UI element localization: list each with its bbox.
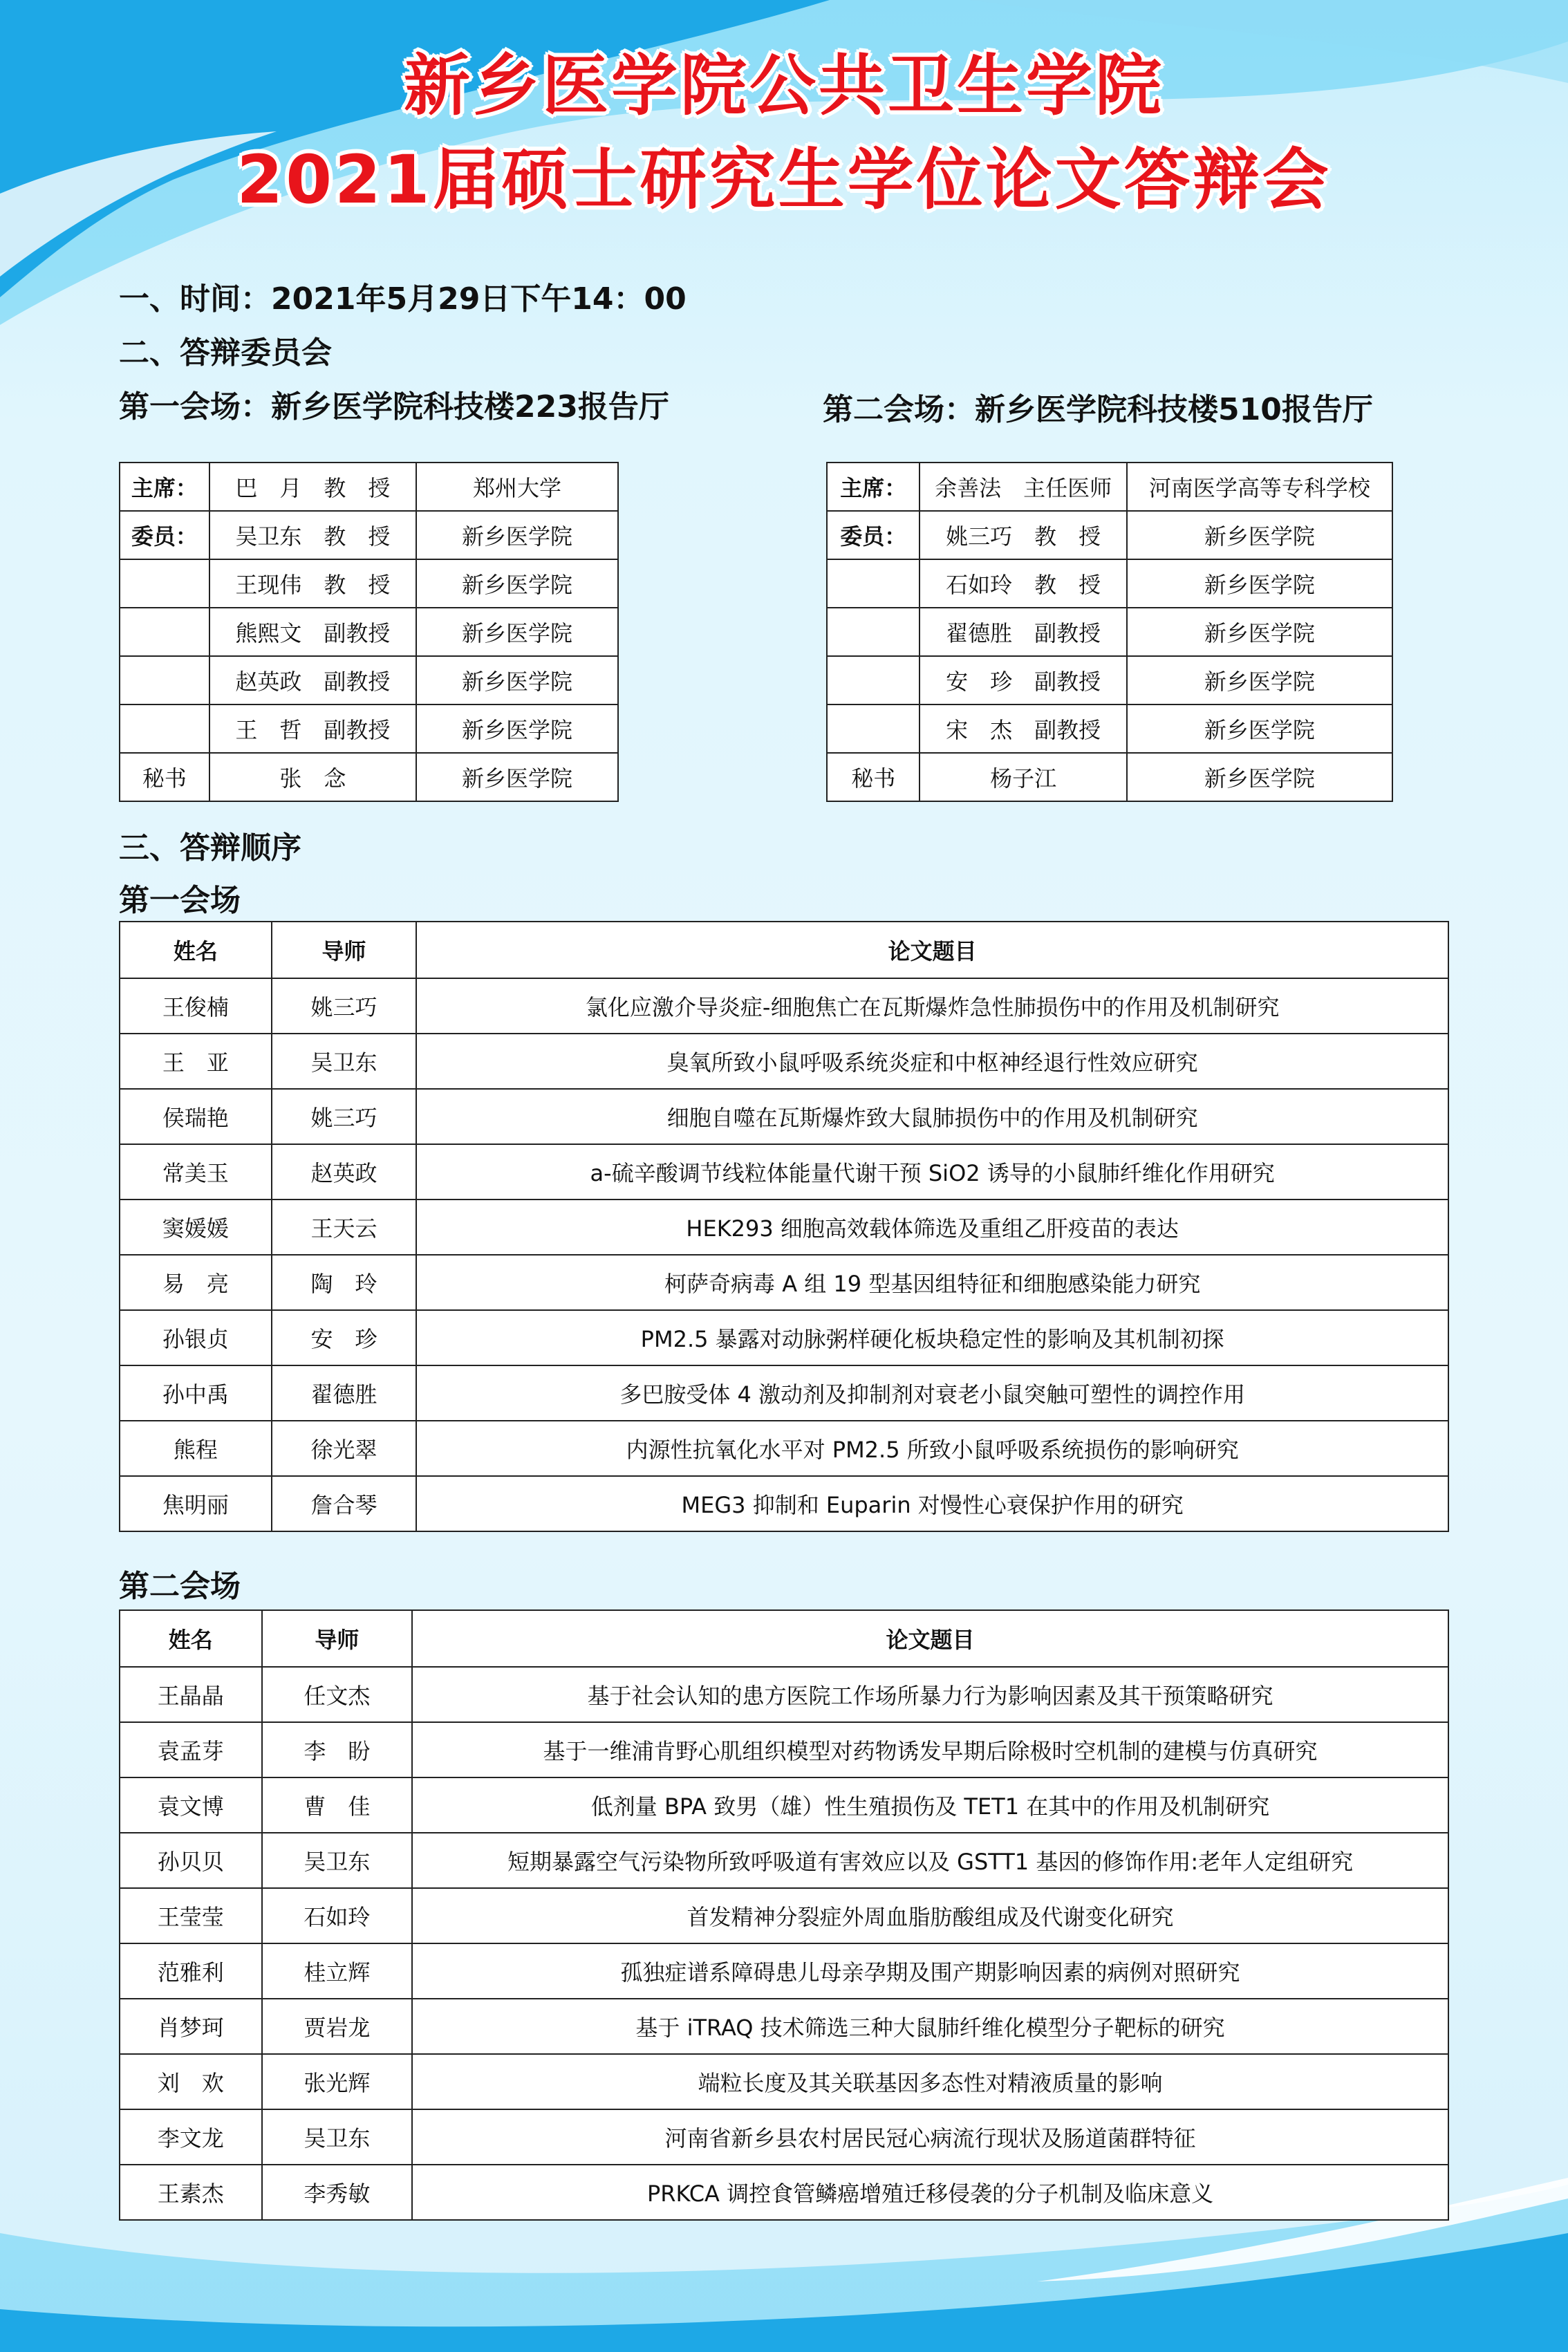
table-row — [120, 1722, 1448, 1777]
topic-cell: 端粒长度及其关联基因多态性对精液质量的影响 — [412, 2054, 1448, 2109]
affiliation-cell: 新乡医学院 — [416, 656, 618, 704]
student-cell: 孙贝贝 — [120, 1833, 262, 1888]
table-row — [120, 753, 618, 801]
mentor-cell: 赵英政 — [272, 1144, 417, 1200]
role-cell — [120, 704, 209, 753]
role-cell — [120, 559, 209, 608]
mentor-cell: 安 珍 — [272, 1310, 417, 1365]
table-row — [120, 1476, 1448, 1531]
member-cell: 杨子江 — [920, 753, 1126, 801]
topic-cell: 河南省新乡县农村居民冠心病流行现状及肠道菌群特征 — [412, 2109, 1448, 2165]
table-row — [120, 1999, 1448, 2054]
table-row — [120, 1034, 1448, 1089]
topic-cell: 柯萨奇病毒 A 组 19 型基因组特征和细胞感染能力研究 — [416, 1255, 1448, 1310]
table-row — [120, 1421, 1448, 1476]
student-cell: 熊程 — [120, 1421, 272, 1476]
topic-cell: 孤独症谱系障碍患儿母亲孕期及围产期影响因素的病例对照研究 — [412, 1943, 1448, 1999]
table-header-row — [120, 922, 1448, 978]
session-1-table — [119, 921, 1449, 1532]
header-mentor: 导师 — [262, 1610, 413, 1667]
topic-cell: 短期暴露空气污染物所致呼吸道有害效应以及 GSTT1 基因的修饰作用:老年人定组研究 — [412, 1833, 1448, 1888]
table-row — [827, 608, 1392, 656]
affiliation-cell: 新乡医学院 — [1127, 656, 1392, 704]
mentor-cell: 王天云 — [272, 1200, 417, 1255]
student-cell: 孙银贞 — [120, 1310, 272, 1365]
section-order: 三、答辩顺序 — [119, 830, 301, 866]
student-cell: 袁孟芽 — [120, 1722, 262, 1777]
table-row — [120, 1833, 1448, 1888]
mentor-cell: 翟德胜 — [272, 1365, 417, 1421]
mentor-cell: 徐光翠 — [272, 1421, 417, 1476]
topic-cell: MEG3 抑制和 Euparin 对慢性心衰保护作用的研究 — [416, 1476, 1448, 1531]
student-cell: 范雅利 — [120, 1943, 262, 1999]
session-2-table — [119, 1609, 1449, 2221]
student-cell: 刘 欢 — [120, 2054, 262, 2109]
affiliation-cell: 新乡医学院 — [416, 511, 618, 559]
student-cell: 侯瑞艳 — [120, 1089, 272, 1144]
student-cell: 王莹莹 — [120, 1888, 262, 1943]
mentor-cell: 李秀敏 — [262, 2165, 413, 2220]
mentor-cell: 姚三巧 — [272, 978, 417, 1034]
table-row — [120, 1888, 1448, 1943]
affiliation-cell: 河南医学高等专科学校 — [1127, 463, 1392, 511]
member-cell: 翟德胜 副教授 — [920, 608, 1126, 656]
affiliation-cell: 新乡医学院 — [416, 753, 618, 801]
topic-cell: 多巴胺受体 4 激动剂及抑制剂对衰老小鼠突触可塑性的调控作用 — [416, 1365, 1448, 1421]
member-cell: 张 念 — [209, 753, 416, 801]
affiliation-cell: 郑州大学 — [416, 463, 618, 511]
table-row — [827, 559, 1392, 608]
topic-cell: PRKCA 调控食管鳞癌增殖迁移侵袭的分子机制及临床意义 — [412, 2165, 1448, 2220]
topic-cell: 低剂量 BPA 致男（雄）性生殖损伤及 TET1 在其中的作用及机制研究 — [412, 1777, 1448, 1833]
role-cell — [120, 608, 209, 656]
table-row — [120, 559, 618, 608]
table-row — [827, 463, 1392, 511]
table-row — [120, 1144, 1448, 1200]
section-time: 一、时间：2021年5月29日下午14：00 — [119, 281, 687, 317]
member-cell: 熊熙文 副教授 — [209, 608, 416, 656]
section-committee: 二、答辩委员会 — [119, 335, 332, 371]
member-cell: 余善法 主任医师 — [920, 463, 1126, 511]
student-cell: 焦明丽 — [120, 1476, 272, 1531]
student-cell: 易 亮 — [120, 1255, 272, 1310]
topic-cell: HEK293 细胞高效载体筛选及重组乙肝疫苗的表达 — [416, 1200, 1448, 1255]
topic-cell: 首发精神分裂症外周血脂肪酸组成及代谢变化研究 — [412, 1888, 1448, 1943]
table-row — [120, 1943, 1448, 1999]
role-cell — [827, 704, 920, 753]
table-row — [120, 463, 618, 511]
member-cell: 姚三巧 教 授 — [920, 511, 1126, 559]
table-row — [120, 608, 618, 656]
table-row — [120, 1667, 1448, 1722]
mentor-cell: 石如玲 — [262, 1888, 413, 1943]
header-mentor: 导师 — [272, 922, 417, 978]
header-topic: 论文题目 — [416, 922, 1448, 978]
header-topic: 论文题目 — [412, 1610, 1448, 1667]
affiliation-cell: 新乡医学院 — [1127, 608, 1392, 656]
table-row — [120, 1255, 1448, 1310]
member-cell: 赵英政 副教授 — [209, 656, 416, 704]
role-cell: 秘书 — [827, 753, 920, 801]
venue-1: 第一会场：新乡医学院科技楼223报告厅 — [119, 389, 669, 424]
header-name: 姓名 — [120, 922, 272, 978]
affiliation-cell: 新乡医学院 — [1127, 559, 1392, 608]
student-cell: 王素杰 — [120, 2165, 262, 2220]
table-row — [120, 978, 1448, 1034]
mentor-cell: 吴卫东 — [272, 1034, 417, 1089]
student-cell: 袁文博 — [120, 1777, 262, 1833]
mentor-cell: 任文杰 — [262, 1667, 413, 1722]
table-row — [120, 704, 618, 753]
mentor-cell: 吴卫东 — [262, 1833, 413, 1888]
table-header-row — [120, 1610, 1448, 1667]
student-cell: 窦媛媛 — [120, 1200, 272, 1255]
mentor-cell: 贾岩龙 — [262, 1999, 413, 2054]
member-cell: 巴 月 教 授 — [209, 463, 416, 511]
role-cell — [827, 559, 920, 608]
student-cell: 孙中禹 — [120, 1365, 272, 1421]
mentor-cell: 陶 玲 — [272, 1255, 417, 1310]
topic-cell: 臭氧所致小鼠呼吸系统炎症和中枢神经退行性效应研究 — [416, 1034, 1448, 1089]
table-row — [120, 1200, 1448, 1255]
mentor-cell: 李 盼 — [262, 1722, 413, 1777]
table-row — [120, 2109, 1448, 2165]
table-row — [827, 704, 1392, 753]
role-cell: 委员： — [120, 511, 209, 559]
table-row — [120, 1089, 1448, 1144]
topic-cell: PM2.5 暴露对动脉粥样硬化板块稳定性的影响及其机制初探 — [416, 1310, 1448, 1365]
role-cell: 委员： — [827, 511, 920, 559]
topic-cell: 内源性抗氧化水平对 PM2.5 所致小鼠呼吸系统损伤的影响研究 — [416, 1421, 1448, 1476]
student-cell: 李文龙 — [120, 2109, 262, 2165]
table-row — [827, 753, 1392, 801]
table-row — [120, 2165, 1448, 2220]
mentor-cell: 张光辉 — [262, 2054, 413, 2109]
role-cell — [827, 608, 920, 656]
table-row — [827, 511, 1392, 559]
committee-table-2 — [826, 462, 1393, 802]
role-cell — [120, 656, 209, 704]
table-row — [120, 1310, 1448, 1365]
student-cell: 肖梦珂 — [120, 1999, 262, 2054]
topic-cell: a-硫辛酸调节线粒体能量代谢干预 SiO2 诱导的小鼠肺纤维化作用研究 — [416, 1144, 1448, 1200]
header-name: 姓名 — [120, 1610, 262, 1667]
session-2-label: 第二会场 — [119, 1569, 241, 1604]
venue-2: 第二会场：新乡医学院科技楼510报告厅 — [823, 392, 1373, 427]
role-cell: 秘书 — [120, 753, 209, 801]
mentor-cell: 桂立辉 — [262, 1943, 413, 1999]
student-cell: 常美玉 — [120, 1144, 272, 1200]
table-row — [120, 511, 618, 559]
affiliation-cell: 新乡医学院 — [1127, 704, 1392, 753]
committee-table-1 — [119, 462, 619, 802]
topic-cell: 基于 iTRAQ 技术筛选三种大鼠肺纤维化模型分子靶标的研究 — [412, 1999, 1448, 2054]
poster-title-line2: 2021届硕士研究生学位论文答辩会 — [236, 141, 1332, 218]
affiliation-cell: 新乡医学院 — [1127, 753, 1392, 801]
table-row — [827, 656, 1392, 704]
student-cell: 王俊楠 — [120, 978, 272, 1034]
mentor-cell: 詹合琴 — [272, 1476, 417, 1531]
table-row — [120, 1365, 1448, 1421]
member-cell: 王 哲 副教授 — [209, 704, 416, 753]
member-cell: 吴卫东 教 授 — [209, 511, 416, 559]
affiliation-cell: 新乡医学院 — [416, 608, 618, 656]
student-cell: 王晶晶 — [120, 1667, 262, 1722]
mentor-cell: 姚三巧 — [272, 1089, 417, 1144]
session-1-label: 第一会场 — [119, 883, 241, 918]
member-cell: 王现伟 教 授 — [209, 559, 416, 608]
role-cell — [827, 656, 920, 704]
role-cell: 主席： — [120, 463, 209, 511]
affiliation-cell: 新乡医学院 — [416, 704, 618, 753]
affiliation-cell: 新乡医学院 — [416, 559, 618, 608]
mentor-cell: 吴卫东 — [262, 2109, 413, 2165]
table-row — [120, 1777, 1448, 1833]
topic-cell: 基于社会认知的患方医院工作场所暴力行为影响因素及其干预策略研究 — [412, 1667, 1448, 1722]
affiliation-cell: 新乡医学院 — [1127, 511, 1392, 559]
member-cell: 安 珍 副教授 — [920, 656, 1126, 704]
topic-cell: 基于一维浦肯野心肌组织模型对药物诱发早期后除极时空机制的建模与仿真研究 — [412, 1722, 1448, 1777]
role-cell: 主席： — [827, 463, 920, 511]
mentor-cell: 曹 佳 — [262, 1777, 413, 1833]
member-cell: 石如玲 教 授 — [920, 559, 1126, 608]
topic-cell: 细胞自噬在瓦斯爆炸致大鼠肺损伤中的作用及机制研究 — [416, 1089, 1448, 1144]
topic-cell: 氯化应激介导炎症-细胞焦亡在瓦斯爆炸急性肺损伤中的作用及机制研究 — [416, 978, 1448, 1034]
table-row — [120, 656, 618, 704]
student-cell: 王 亚 — [120, 1034, 272, 1089]
member-cell: 宋 杰 副教授 — [920, 704, 1126, 753]
table-row — [120, 2054, 1448, 2109]
poster-title-line1: 新乡医学院公共卫生学院 — [404, 47, 1164, 124]
